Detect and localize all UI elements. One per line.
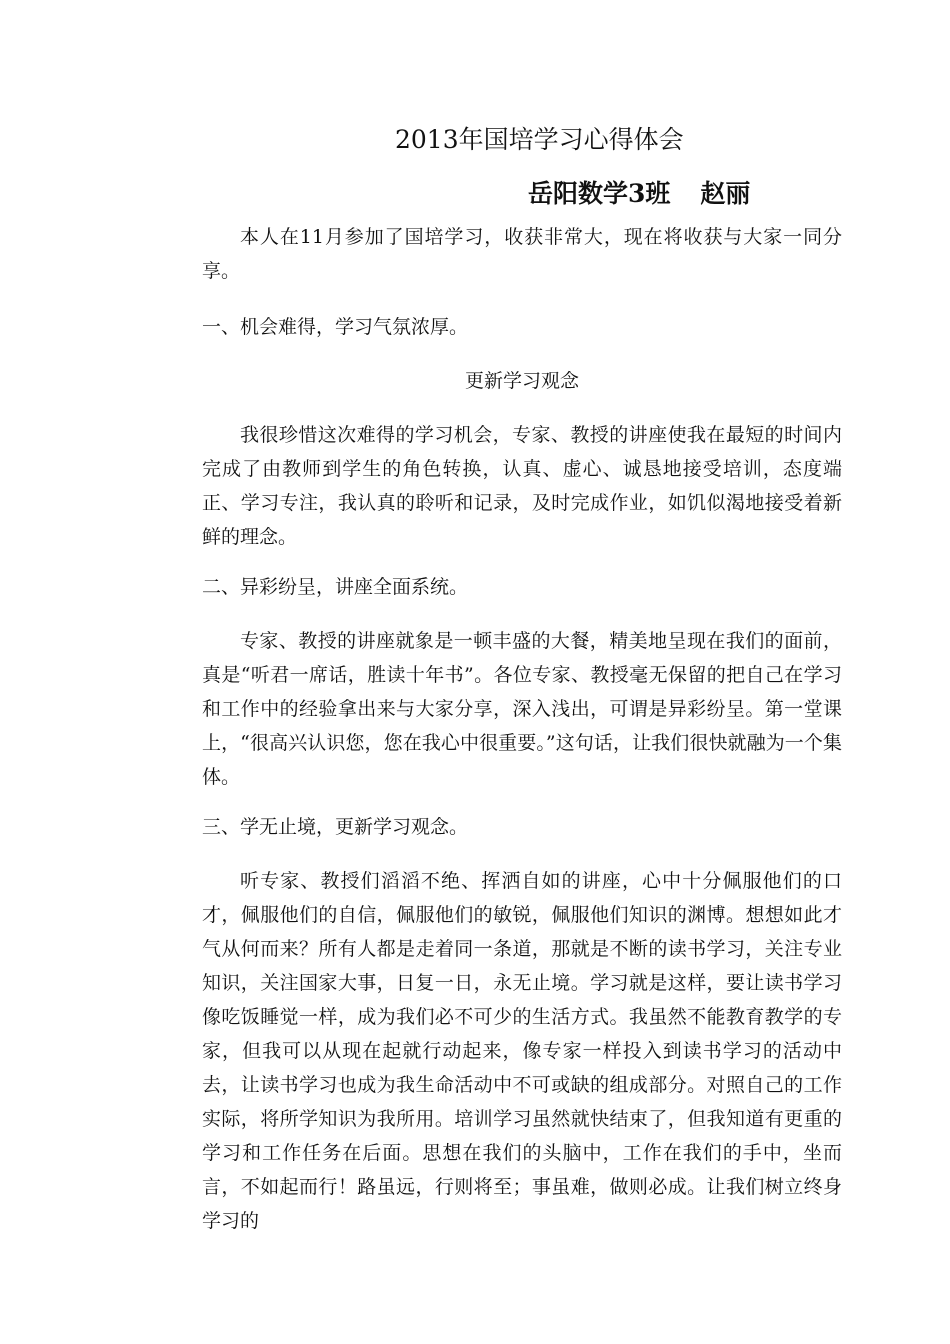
class-name: 岳阳数学3班 [528, 179, 671, 208]
author-name: 赵丽 [700, 179, 751, 208]
intro-paragraph: 本人在11月参加了国培学习，收获非常大，现在将收获与大家一同分享。 [202, 226, 842, 282]
section-1-subheading: 更新学习观念 [464, 370, 579, 392]
section-3-heading: 三、学无止境，更新学习观念。 [202, 816, 469, 838]
document-title: 2013年国培学习心得体会 [395, 125, 684, 154]
section-2-heading: 二、异彩纷呈，讲座全面系统。 [202, 576, 469, 598]
section-2-paragraph: 专家、教授的讲座就象是一顿丰盛的大餐，精美地呈现在我们的面前，真是“听君一席话，胜读十年书”。各位专家、教授毫无保留的把自己在学习和工作中的经验拿出来与大家分享，深入浅出，可谓是异彩纷呈。第一堂课上，“很高兴认识您，您在我心中很重要。”这句话，让我们很快就融为一个集体。 [202, 630, 842, 788]
section-3-paragraph: 听专家、教授们滔滔不绝、挥洒自如的讲座，心中十分佩服他们的口才，佩服他们的自信，佩服他们的敏锐，佩服他们知识的渊博。想想如此才气从何而来？所有人都是走着同一条道，那就是不断的读书学习，关注专业知识，关注国家大事，日复一日，永无止境。学习就是这样，要让读书学习像吃饭睡觉一样，成为我们必不可少的生活方式。我虽然不能教育教学的专家，但我可以从现在起就行动起来，像专家一样投入到读书学习的活动中去，让读书学习也成为我生命活动中不可或缺的组成部分。对照自己的工作实际，将所学知识为我所用。培训学习虽然就快结束了，但我知道有更重的学习和工作任务在后面。思想在我们的头脑中，工作在我们的手中，坐而言，不如起而行！路虽远，行则将至；事虽难，做则必成。让我们树立终身学习的 [202, 870, 842, 1232]
section-1-paragraph: 我很珍惜这次难得的学习机会，专家、教授的讲座使我在最短的时间内完成了由教师到学生的角色转换，认真、虚心、诚恳地接受培训，态度端正、学习专注，我认真的聆听和记录，及时完成作业，如饥似渴地接受着新鲜的理念。 [202, 424, 842, 548]
section-1-heading: 一、机会难得，学习气氛浓厚。 [202, 316, 469, 338]
author-byline [528, 174, 750, 210]
